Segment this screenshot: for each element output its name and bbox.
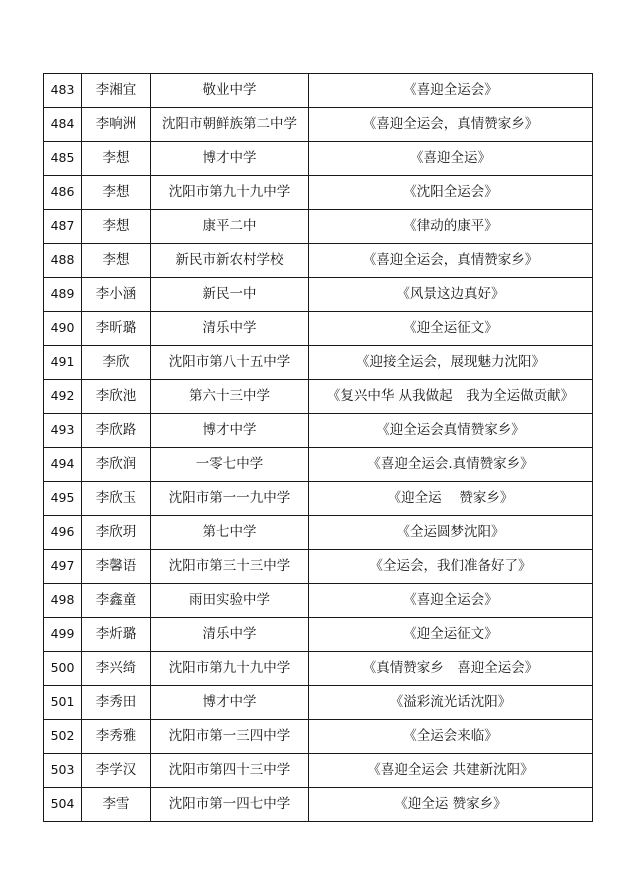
table-row bbox=[44, 108, 593, 142]
table-row bbox=[44, 142, 593, 176]
table-row bbox=[44, 244, 593, 278]
entry-number-cell: 485 bbox=[44, 142, 82, 176]
student-name-cell: 李欣池 bbox=[82, 380, 151, 414]
school-name-cell: 第七中学 bbox=[151, 516, 309, 550]
student-name-cell: 李兴绮 bbox=[82, 652, 151, 686]
entry-number-cell: 484 bbox=[44, 108, 82, 142]
school-name-cell: 沈阳市第三十三中学 bbox=[151, 550, 309, 584]
essay-title-cell: 《喜迎全运会》 bbox=[309, 74, 593, 108]
school-name-cell: 沈阳市第一三四中学 bbox=[151, 720, 309, 754]
essay-title-cell: 《迎全运 赞家乡》 bbox=[309, 482, 593, 516]
essay-title-cell: 《迎全运征文》 bbox=[309, 618, 593, 652]
essay-title-cell: 《真情赞家乡 喜迎全运会》 bbox=[309, 652, 593, 686]
table-row bbox=[44, 278, 593, 312]
essay-title-cell: 《全运圆梦沈阳》 bbox=[309, 516, 593, 550]
essay-title-cell: 《溢彩流光话沈阳》 bbox=[309, 686, 593, 720]
table-row bbox=[44, 448, 593, 482]
essay-title-cell: 《喜迎全运会》 bbox=[309, 584, 593, 618]
essay-title-cell: 《喜迎全运会，真情赞家乡》 bbox=[309, 244, 593, 278]
entry-number-cell: 498 bbox=[44, 584, 82, 618]
student-name-cell: 李想 bbox=[82, 210, 151, 244]
school-name-cell: 沈阳市朝鲜族第二中学 bbox=[151, 108, 309, 142]
table-row bbox=[44, 482, 593, 516]
entry-number-cell: 500 bbox=[44, 652, 82, 686]
entry-number-cell: 488 bbox=[44, 244, 82, 278]
entry-number-cell: 492 bbox=[44, 380, 82, 414]
essay-title-cell: 《喜迎全运会，真情赞家乡》 bbox=[309, 108, 593, 142]
school-name-cell: 沈阳市第九十九中学 bbox=[151, 176, 309, 210]
student-name-cell: 李响洲 bbox=[82, 108, 151, 142]
essay-title-cell: 《喜迎全运会 共建新沈阳》 bbox=[309, 754, 593, 788]
table-row bbox=[44, 550, 593, 584]
student-name-cell: 李秀雅 bbox=[82, 720, 151, 754]
student-name-cell: 李欣润 bbox=[82, 448, 151, 482]
school-name-cell: 第六十三中学 bbox=[151, 380, 309, 414]
essay-title-cell: 《全运会来临》 bbox=[309, 720, 593, 754]
school-name-cell: 敬业中学 bbox=[151, 74, 309, 108]
school-name-cell: 沈阳市第一四七中学 bbox=[151, 788, 309, 822]
student-name-cell: 李昕璐 bbox=[82, 312, 151, 346]
table-row bbox=[44, 618, 593, 652]
entry-number-cell: 504 bbox=[44, 788, 82, 822]
student-name-cell: 李欣 bbox=[82, 346, 151, 380]
table-row bbox=[44, 210, 593, 244]
school-name-cell: 沈阳市第四十三中学 bbox=[151, 754, 309, 788]
entry-number-cell: 483 bbox=[44, 74, 82, 108]
table-row bbox=[44, 414, 593, 448]
table-row bbox=[44, 720, 593, 754]
table-row bbox=[44, 686, 593, 720]
school-name-cell: 一零七中学 bbox=[151, 448, 309, 482]
school-name-cell: 新民一中 bbox=[151, 278, 309, 312]
student-name-cell: 李鑫童 bbox=[82, 584, 151, 618]
school-name-cell: 新民市新农村学校 bbox=[151, 244, 309, 278]
essay-title-cell: 《迎接全运会，展现魅力沈阳》 bbox=[309, 346, 593, 380]
student-name-cell: 李学汉 bbox=[82, 754, 151, 788]
student-name-cell: 李馨语 bbox=[82, 550, 151, 584]
table-row bbox=[44, 176, 593, 210]
school-name-cell: 沈阳市第八十五中学 bbox=[151, 346, 309, 380]
essay-title-cell: 《复兴中华 从我做起 我为全运做贡献》 bbox=[309, 380, 593, 414]
student-name-cell: 李想 bbox=[82, 176, 151, 210]
entry-number-cell: 502 bbox=[44, 720, 82, 754]
essay-title-cell: 《全运会，我们准备好了》 bbox=[309, 550, 593, 584]
school-name-cell: 博才中学 bbox=[151, 686, 309, 720]
essay-title-cell: 《喜迎全运》 bbox=[309, 142, 593, 176]
table-row bbox=[44, 346, 593, 380]
entry-number-cell: 503 bbox=[44, 754, 82, 788]
school-name-cell: 康平二中 bbox=[151, 210, 309, 244]
school-name-cell: 清乐中学 bbox=[151, 312, 309, 346]
student-name-cell: 李想 bbox=[82, 142, 151, 176]
school-name-cell: 博才中学 bbox=[151, 414, 309, 448]
entry-number-cell: 489 bbox=[44, 278, 82, 312]
table-row bbox=[44, 74, 593, 108]
student-name-cell: 李欣玉 bbox=[82, 482, 151, 516]
essay-title-cell: 《风景这边真好》 bbox=[309, 278, 593, 312]
essay-title-cell: 《律动的康平》 bbox=[309, 210, 593, 244]
essay-title-cell: 《喜迎全运会.真情赞家乡》 bbox=[309, 448, 593, 482]
table-row bbox=[44, 380, 593, 414]
entry-number-cell: 491 bbox=[44, 346, 82, 380]
student-name-cell: 李小涵 bbox=[82, 278, 151, 312]
school-name-cell: 博才中学 bbox=[151, 142, 309, 176]
school-name-cell: 雨田实验中学 bbox=[151, 584, 309, 618]
student-name-cell: 李欣玥 bbox=[82, 516, 151, 550]
table-row bbox=[44, 788, 593, 822]
student-name-cell: 李想 bbox=[82, 244, 151, 278]
entry-number-cell: 496 bbox=[44, 516, 82, 550]
student-name-cell: 李秀田 bbox=[82, 686, 151, 720]
entry-number-cell: 499 bbox=[44, 618, 82, 652]
table-row bbox=[44, 312, 593, 346]
essay-title-cell: 《沈阳全运会》 bbox=[309, 176, 593, 210]
student-name-cell: 李湘宜 bbox=[82, 74, 151, 108]
student-name-cell: 李雪 bbox=[82, 788, 151, 822]
entry-number-cell: 501 bbox=[44, 686, 82, 720]
table-row bbox=[44, 754, 593, 788]
entries-table-body bbox=[44, 74, 593, 822]
entry-number-cell: 495 bbox=[44, 482, 82, 516]
entry-number-cell: 486 bbox=[44, 176, 82, 210]
entries-table bbox=[43, 73, 593, 822]
essay-title-cell: 《迎全运征文》 bbox=[309, 312, 593, 346]
essay-title-cell: 《迎全运会真情赞家乡》 bbox=[309, 414, 593, 448]
student-name-cell: 李欣路 bbox=[82, 414, 151, 448]
school-name-cell: 清乐中学 bbox=[151, 618, 309, 652]
entry-number-cell: 493 bbox=[44, 414, 82, 448]
table-row bbox=[44, 516, 593, 550]
entry-number-cell: 497 bbox=[44, 550, 82, 584]
entry-number-cell: 490 bbox=[44, 312, 82, 346]
entry-number-cell: 487 bbox=[44, 210, 82, 244]
essay-title-cell: 《迎全运 赞家乡》 bbox=[309, 788, 593, 822]
table-row bbox=[44, 584, 593, 618]
school-name-cell: 沈阳市第九十九中学 bbox=[151, 652, 309, 686]
table-row bbox=[44, 652, 593, 686]
entry-number-cell: 494 bbox=[44, 448, 82, 482]
school-name-cell: 沈阳市第一一九中学 bbox=[151, 482, 309, 516]
student-name-cell: 李炘璐 bbox=[82, 618, 151, 652]
